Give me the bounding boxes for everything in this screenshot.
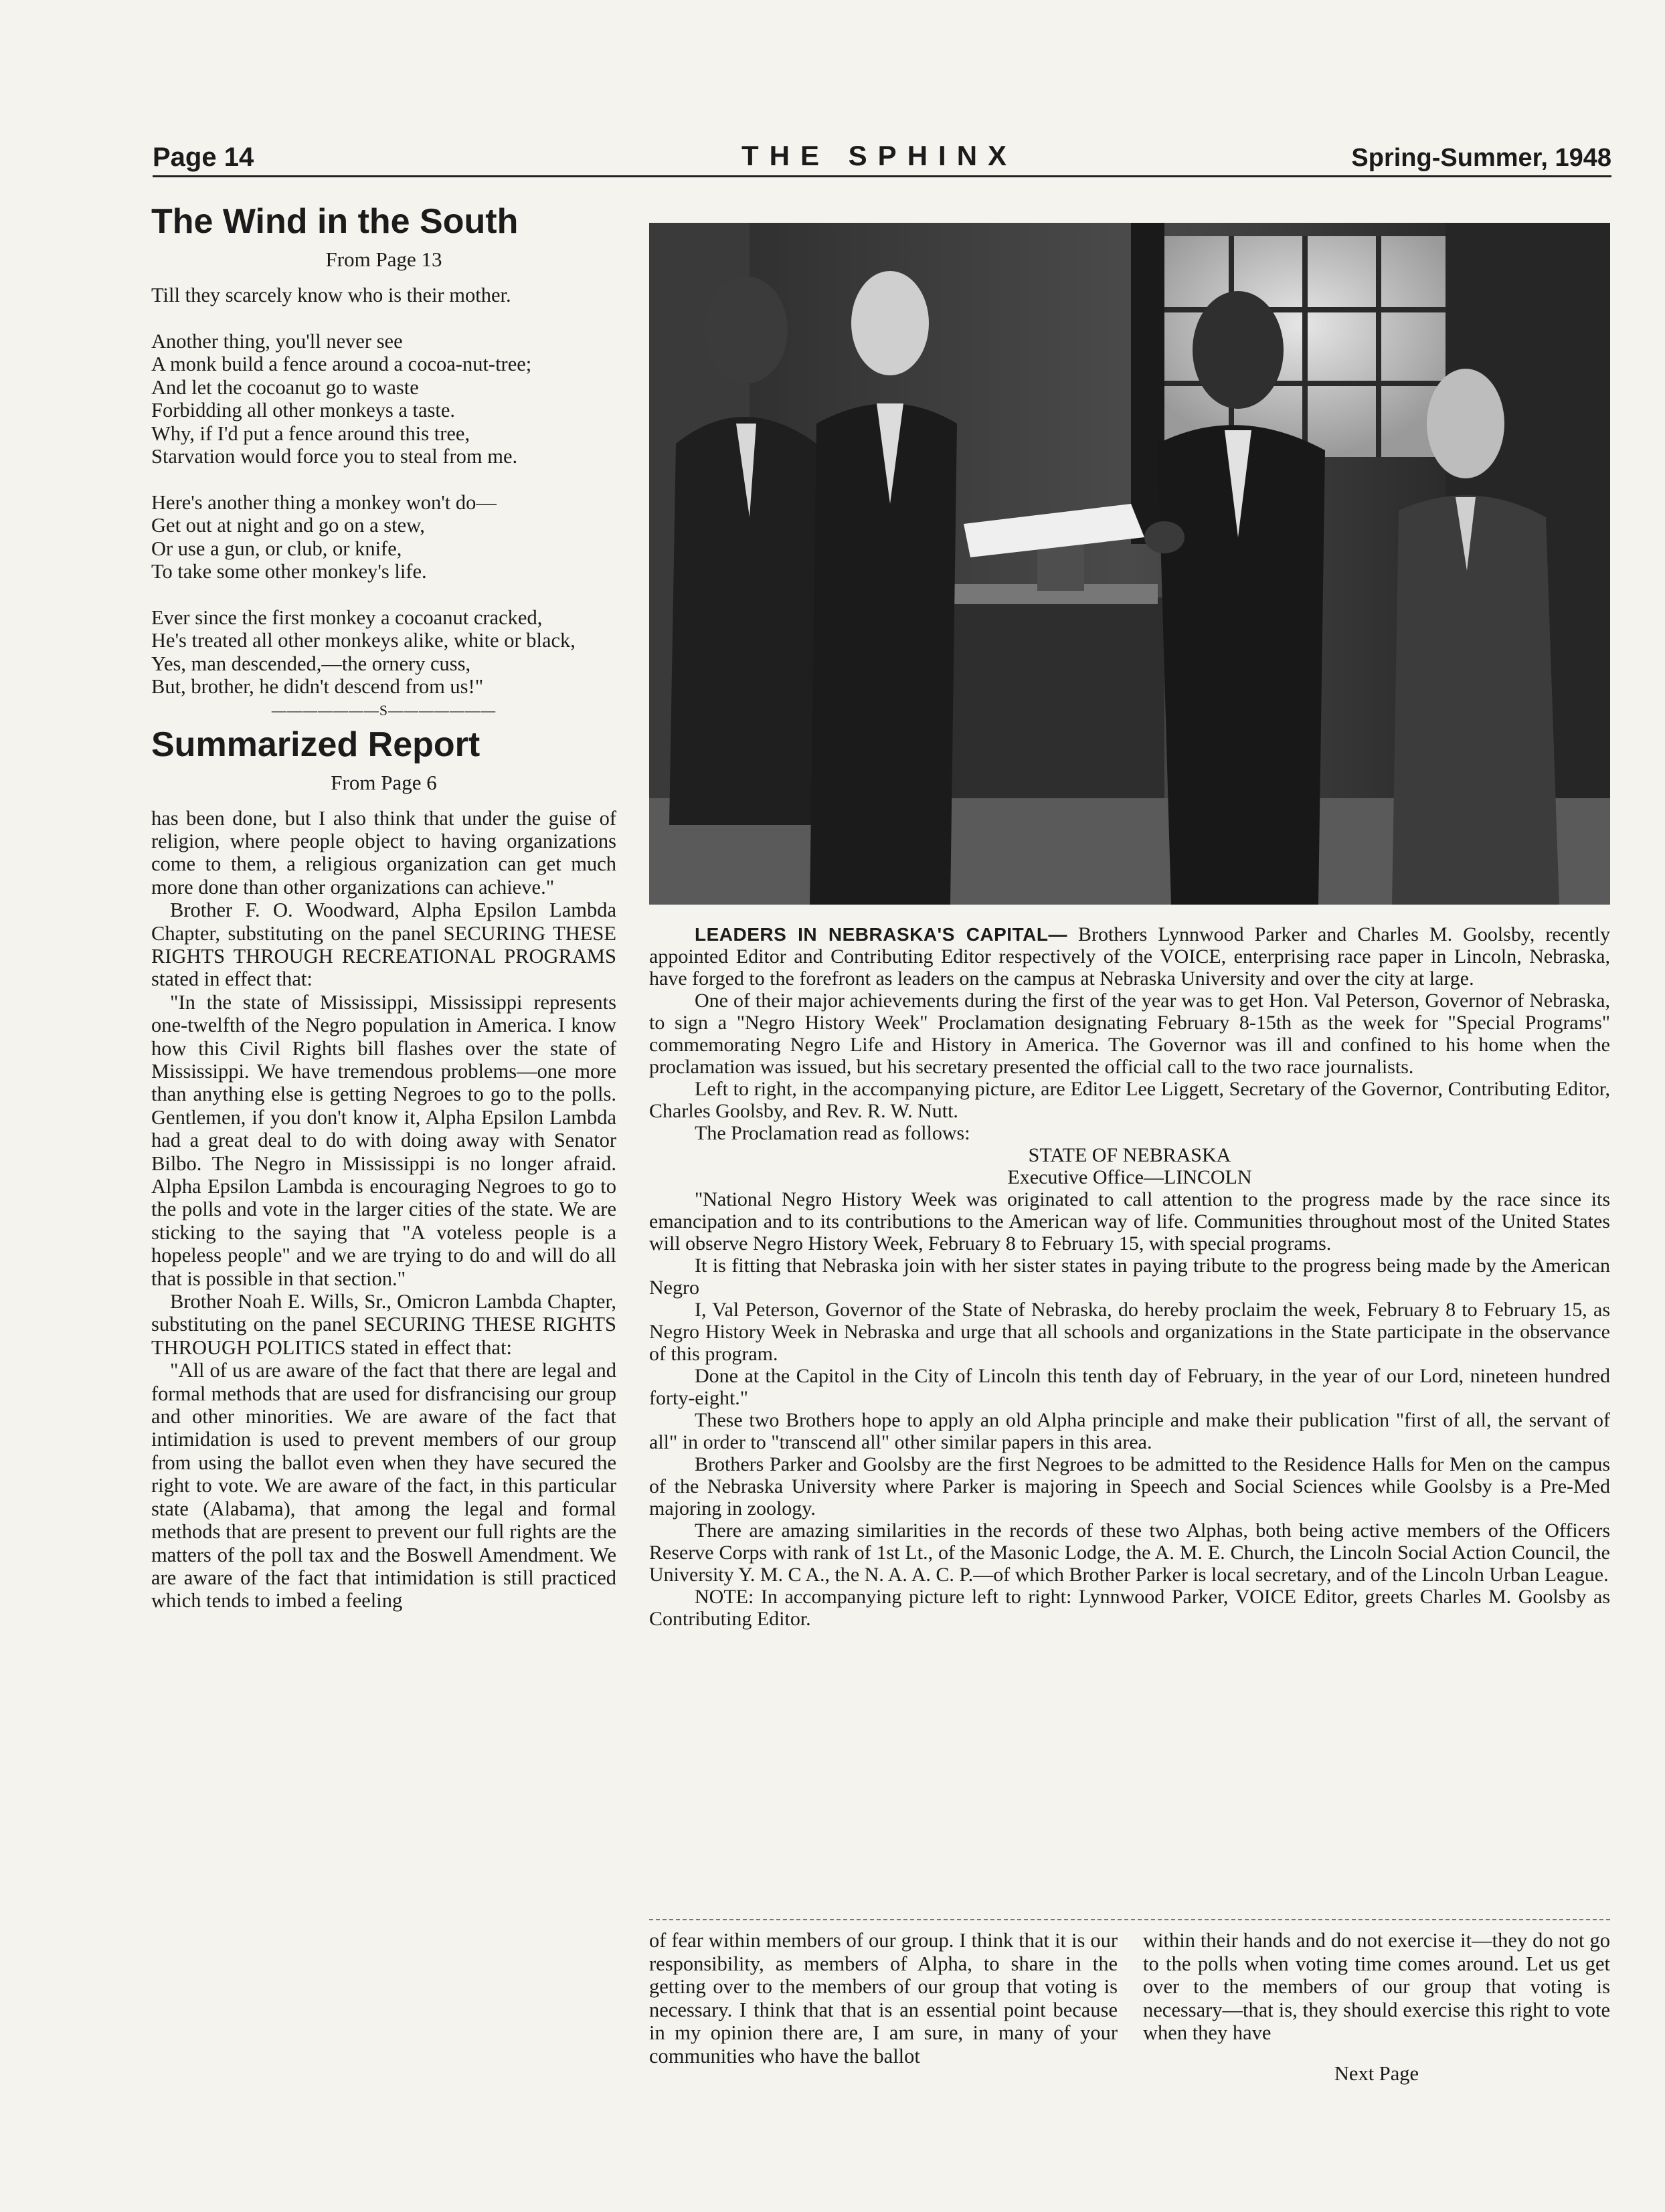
poem-line: Get out at night and go on a stew,: [151, 514, 425, 537]
wind-headline: The Wind in the South: [151, 202, 519, 241]
leaders-photograph: [649, 223, 1610, 905]
left-column: [151, 201, 616, 1612]
caption-paragraph: The Proclamation read as follows:: [695, 1122, 970, 1144]
caption-note: NOTE: In accompanying picture left to right: Lynnwood Parker, VOICE Editor, greets Charles M. Goolsby as Contributing Editor.: [649, 1586, 1610, 1630]
report-continued-b-wrap: [1143, 1929, 1610, 2085]
stanza: [151, 606, 616, 699]
caption-paragraph: There are amazing similarities in the records of these two Alphas, both being active members of the Officers Reserve Corps with rank of 1st Lt., of the Masonic Lodge, the A. M. E. Church, the Lincoln Social Action Council, the University Y. M. C A., the N. A. A. C. P.—of which Brother Parker is local secretary, and of the Lincoln Urban League.: [649, 1519, 1610, 1586]
masthead-rule: [153, 175, 1611, 177]
poem-line: Starvation would force you to steal from me.: [151, 445, 518, 468]
poem: [151, 284, 616, 699]
section-divider: ———————S———————: [271, 701, 497, 719]
caption-paragraph: These two Brothers hope to apply an old Alpha principle and make their publication "first of all, the servant of all" in order to "transcend all" other similar papers in this area.: [649, 1409, 1610, 1453]
proclamation-paragraph: Done at the Capitol in the City of Lincoln this tenth day of February, in the year of our Lord, nineteen hundred forty-eight.": [649, 1365, 1610, 1409]
report-paragraph: Brother F. O. Woodward, Alpha Epsilon Lambda Chapter, substituting on the panel SECURING THESE RIGHTS THROUGH RECREATIONAL PROGRAMS stated in effect that:: [151, 899, 616, 991]
report-continued-a: of fear within members of our group. I think that it is our responsibility, as members of Alpha, to share in the getting over to the members of our group that voting is necessary. I think that that is an essential point because in my opinion there are, I am sure, in many of your communities who have the ballot: [649, 1929, 1118, 2067]
proclamation-office: Executive Office—LINCOLN: [1007, 1166, 1252, 1188]
report-paragraph: "In the state of Mississippi, Mississippi represents one-twelfth of the Negro population in America. I know how this Civil Rights bill flashes over the state of Mississippi. We have tremendous problems—one more than anything else is getting Negroes to go to the polls. Gentlemen, if you don't know it, Alpha Epsilon Lambda had a great deal to do with doing away with Senator Bilbo. The Negro in Mississippi is no longer afraid. Alpha Epsilon Lambda is encouraging Negroes to go to the polls and vote in the larger cities of the state. We are sticking to the saying that "A voteless people is a hopeless people" and we are trying to do and will do all that is possible in that section.": [151, 990, 616, 1290]
publication-title: THE SPHINX: [741, 140, 1018, 171]
poem-line: Another thing, you'll never see: [151, 329, 403, 353]
proclamation-paragraph: "National Negro History Week was originated to call attention to the progress made by the race since its emancipation and to its contributions to the American way of life. Communities throughout most of the United States will observe Negro History Week, February 8 to February 15, with special programs.: [649, 1188, 1610, 1255]
wind-from-page: From Page 13: [325, 248, 442, 271]
stanza: [151, 284, 616, 307]
stanza: [151, 491, 616, 583]
caption-column: [649, 923, 1610, 1630]
poem-line: Or use a gun, or club, or knife,: [151, 537, 402, 560]
photo-drawing: [649, 223, 1610, 905]
report-headline: Summarized Report: [151, 725, 480, 764]
report-paragraph: has been done, but I also think that under the guise of religion, where people object to having organizations come to them, a religious organization can get much more done than other organizations can achieve.": [151, 806, 616, 899]
poem-line: To take some other monkey's life.: [151, 560, 427, 583]
next-page-link[interactable]: Next Page: [1334, 2061, 1419, 2085]
caption-headline: LEADERS IN NEBRASKA'S CAPITAL—: [695, 924, 1067, 945]
report-continued-b: within their hands and do not exercise it—they do not go to the polls when voting time comes around. Let us get over to the members of our group that voting is necessary—that is, they should exercise this right to vote when they have: [1143, 1929, 1610, 2044]
caption-intro: Brothers Lynnwood Parker and Charles M. Goolsby, recently appointed Editor and Contributing Editor respectively of the VOICE, enterprising race paper in Lincoln, Nebraska, have forged to the forefront as leaders on the campus at Nebraska University and over the city at large.: [649, 923, 1611, 990]
poem-line: And let the cocoanut go to waste: [151, 375, 419, 399]
poem-line: Ever since the first monkey a cocoanut cracked,: [151, 606, 543, 629]
page-number: Page 14: [153, 143, 254, 172]
report-body: [151, 807, 616, 1612]
poem-line: Till they scarcely know who is their mother.: [151, 284, 511, 306]
caption-paragraph: Brothers Parker and Goolsby are the first Negroes to be admitted to the Residence Halls for Men on the campus of the Nebraska University where Parker is majoring in Speech and Social Sciences while Goolsby is a Pre-Med majoring in zoology.: [649, 1453, 1610, 1519]
poem-line: Yes, man descended,—the ornery cuss,: [151, 652, 471, 675]
report-from-page: From Page 6: [331, 770, 437, 794]
poem-line: But, brother, he didn't descend from us!": [151, 675, 484, 698]
report-paragraph: "All of us are aware of the fact that there are legal and formal methods that are used for disfrancising our group and other minorities. We are aware of the fact that intimidation is used to prevent members of our group from using the ballot even when they have secured the right to vote. We are aware of the fact, in this particular state (Alabama), that among the legal and formal methods that are present to prevent our full rights are the matters of the poll tax and the Boswell Amendment. We are aware of the fact that intimidation is still practiced which tends to imbed a feeling: [151, 1359, 616, 1612]
caption-paragraph: One of their major achievements during the first of the year was to get Hon. Val Peterson, Governor of Nebraska, to sign a "Negro History Week" Proclamation designating February 8-15th as the week for "Special Programs" commemorating Negro Life and History in America. The Governor was ill and confined to his home when the proclamation was issued, but his secretary presented the official call to the two race journalists.: [649, 990, 1610, 1078]
poem-line: He's treated all other monkeys alike, white or black,: [151, 629, 576, 652]
poem-line: Why, if I'd put a fence around this tree,: [151, 422, 470, 445]
proclamation-paragraph: It is fitting that Nebraska join with her sister states in paying tribute to the progress being made by the American Negro: [649, 1255, 1610, 1299]
proclamation-state: STATE OF NEBRASKA: [1028, 1144, 1231, 1166]
divider-mark: S: [379, 701, 389, 719]
continuation-rule: [649, 1919, 1610, 1920]
poem-line: Here's another thing a monkey won't do—: [151, 490, 497, 514]
report-paragraph: Brother Noah E. Wills, Sr., Omicron Lambda Chapter, substituting on the panel SECURING THESE RIGHTS THROUGH POLITICS stated in effect that:: [151, 1290, 616, 1359]
issue-date: Spring-Summer, 1948: [1351, 144, 1611, 172]
poem-line: A monk build a fence around a cocoa-nut-tree;: [151, 353, 532, 375]
caption-paragraph: Left to right, in the accompanying picture, are Editor Lee Liggett, Secretary of the Governor, Contributing Editor, Charles Goolsby, and Rev. R. W. Nutt.: [649, 1078, 1610, 1122]
proclamation-paragraph: I, Val Peterson, Governor of the State of Nebraska, do hereby proclaim the week, February 8 to February 15, as Negro History Week in Nebraska and urge that all schools and organizations in the State participate in the observance of this program.: [649, 1299, 1610, 1365]
stanza: [151, 330, 616, 468]
poem-line: Forbidding all other monkeys a taste.: [151, 399, 456, 422]
